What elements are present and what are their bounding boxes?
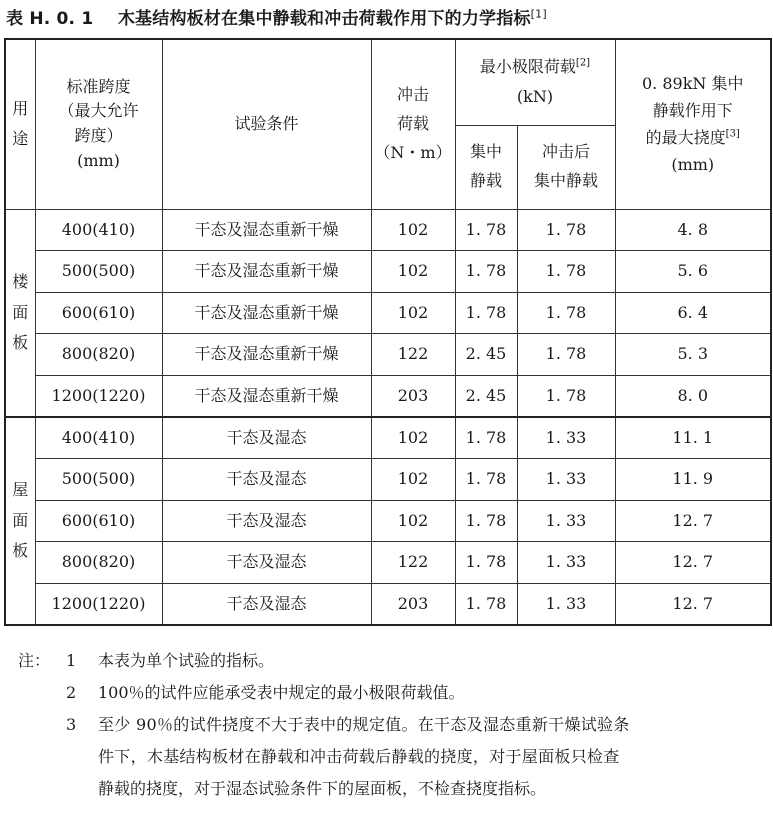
cell-deflection: 11. 1 xyxy=(615,417,771,459)
cell-use xyxy=(5,417,35,625)
note-text: 100％的试件应能承受表中规定的最小极限荷载值。 xyxy=(98,683,465,702)
cell-condition: 干态及湿态 xyxy=(162,417,371,459)
cell-condition: 干态及湿态重新干燥 xyxy=(162,209,371,251)
header-span-line2: （最大允许 xyxy=(58,101,139,121)
cell-span: 800(820) xyxy=(35,334,162,376)
cell-use-char: 楼 xyxy=(12,272,29,292)
cell-post-impact-load: 1. 33 xyxy=(517,459,615,501)
header-span-line1: 标准跨度 xyxy=(66,76,131,96)
header-impact xyxy=(371,39,455,209)
cell-static-load: 1. 78 xyxy=(455,542,517,584)
cell-deflection: 12. 7 xyxy=(615,583,771,625)
cell-post-impact-load: 1. 78 xyxy=(517,334,615,376)
note-text-line2: 件下，木基结构板材在静载和冲击荷载后静载的挠度，对于屋面板只检查 xyxy=(98,747,620,766)
header-impact-line2: 荷载 xyxy=(396,113,429,133)
table-row xyxy=(5,209,771,251)
header-condition-text: 试验条件 xyxy=(234,114,299,134)
header-span-line4: (mm) xyxy=(77,151,120,171)
cell-span: 1200(1220) xyxy=(35,583,162,625)
cell-span: 400(410) xyxy=(35,209,162,251)
header-deflection xyxy=(615,39,771,209)
note-text-line1: 至少 90％的试件挠度不大于表中的规定值。在干态及湿态重新干燥试验条 xyxy=(98,715,630,734)
cell-span: 800(820) xyxy=(35,542,162,584)
table-row xyxy=(5,417,771,459)
cell-post-impact-load: 1. 78 xyxy=(517,375,615,417)
header-post-impact-line2: 集中静载 xyxy=(533,171,598,190)
cell-static-load: 1. 78 xyxy=(455,251,517,293)
cell-impact: 203 xyxy=(371,375,455,417)
header-min-load-unit: (kN) xyxy=(516,87,554,107)
cell-post-impact-load: 1. 78 xyxy=(517,209,615,251)
header-static xyxy=(455,125,517,209)
header-impact-line1: 冲击 xyxy=(396,85,429,105)
header-min-load xyxy=(455,39,615,125)
header-min-load-line1: 最小极限荷载 xyxy=(479,56,576,76)
table-title xyxy=(6,4,547,29)
cell-deflection: 5. 3 xyxy=(615,334,771,376)
cell-condition: 干态及湿态重新干燥 xyxy=(162,251,371,293)
header-static-line1: 集中 xyxy=(469,142,502,162)
cell-impact: 102 xyxy=(371,500,455,542)
note-item xyxy=(18,709,768,805)
table-row xyxy=(5,500,771,542)
cell-span: 600(610) xyxy=(35,500,162,542)
cell-impact: 203 xyxy=(371,583,455,625)
cell-span: 600(610) xyxy=(35,292,162,334)
header-span xyxy=(35,39,162,209)
header-use xyxy=(5,39,35,209)
cell-condition: 干态及湿态 xyxy=(162,542,371,584)
cell-span: 500(500) xyxy=(35,459,162,501)
cell-condition: 干态及湿态 xyxy=(162,583,371,625)
note-text-line3: 静载的挠度，对于湿态试验条件下的屋面板，不检查挠度指标。 xyxy=(98,779,547,798)
table-row xyxy=(5,334,771,376)
header-post-impact-line1: 冲击后 xyxy=(541,142,590,162)
note-text xyxy=(98,709,768,805)
cell-impact: 102 xyxy=(371,209,455,251)
cell-use-char: 屋 xyxy=(12,480,29,500)
cell-static-load: 1. 78 xyxy=(455,500,517,542)
note-item xyxy=(18,677,768,709)
cell-post-impact-load: 1. 78 xyxy=(517,251,615,293)
table-title-text: 木基结构板材在集中静载和冲击荷载作用下的力学指标 xyxy=(117,9,531,29)
cell-impact: 122 xyxy=(371,542,455,584)
cell-condition: 干态及湿态重新干燥 xyxy=(162,375,371,417)
cell-use xyxy=(5,209,35,417)
header-condition xyxy=(162,39,371,209)
header-impact-line3: （N・m） xyxy=(374,142,452,162)
note-item xyxy=(18,645,768,677)
note-number: 1 xyxy=(66,651,77,670)
note-number: 2 xyxy=(66,683,77,702)
table-row xyxy=(5,251,771,293)
note-text: 本表为单个试验的指标。 xyxy=(98,651,275,670)
cell-static-load: 1. 78 xyxy=(455,417,517,459)
cell-condition: 干态及湿态 xyxy=(162,459,371,501)
header-deflection-unit: (mm) xyxy=(671,155,715,175)
table-body xyxy=(5,209,771,625)
header-post-impact xyxy=(517,125,615,209)
cell-condition: 干态及湿态 xyxy=(162,500,371,542)
cell-static-load: 2. 45 xyxy=(455,334,517,376)
cell-static-load: 1. 78 xyxy=(455,583,517,625)
table-row xyxy=(5,375,771,417)
cell-span: 1200(1220) xyxy=(35,375,162,417)
table-row xyxy=(5,542,771,584)
cell-impact: 102 xyxy=(371,292,455,334)
cell-deflection: 5. 6 xyxy=(615,251,771,293)
header-deflection-ref: [3] xyxy=(725,128,740,140)
cell-post-impact-load: 1. 33 xyxy=(517,583,615,625)
cell-span: 500(500) xyxy=(35,251,162,293)
header-deflection-line1: 0. 89kN 集中 xyxy=(642,73,744,93)
notes-label: 注： xyxy=(18,651,51,670)
cell-static-load: 1. 78 xyxy=(455,292,517,334)
cell-post-impact-load: 1. 33 xyxy=(517,417,615,459)
header-use-text: 用途 xyxy=(12,98,29,149)
cell-span: 400(410) xyxy=(35,417,162,459)
cell-static-load: 1. 78 xyxy=(455,459,517,501)
table-row xyxy=(5,583,771,625)
cell-post-impact-load: 1. 33 xyxy=(517,542,615,584)
cell-deflection: 12. 7 xyxy=(615,500,771,542)
cell-use-char: 面 xyxy=(12,510,29,530)
cell-impact: 102 xyxy=(371,459,455,501)
header-static-line2: 静载 xyxy=(469,171,502,190)
cell-deflection: 6. 4 xyxy=(615,292,771,334)
cell-impact: 122 xyxy=(371,334,455,376)
notes-section xyxy=(18,645,768,805)
table-number: 表 H. 0. 1 xyxy=(6,9,94,29)
cell-static-load: 1. 78 xyxy=(455,209,517,251)
cell-deflection: 12. 7 xyxy=(615,542,771,584)
cell-impact: 102 xyxy=(371,251,455,293)
header-deflection-line3: 的最大挠度 xyxy=(645,128,726,148)
cell-use-char: 板 xyxy=(12,541,29,561)
header-deflection-line2: 静载作用下 xyxy=(652,101,733,121)
title-footnote-ref: [1] xyxy=(530,7,547,21)
header-span-line3: 跨度） xyxy=(74,126,123,146)
cell-post-impact-load: 1. 33 xyxy=(517,500,615,542)
header-min-load-ref: [2] xyxy=(575,57,591,69)
cell-impact: 102 xyxy=(371,417,455,459)
table-row xyxy=(5,292,771,334)
cell-deflection: 11. 9 xyxy=(615,459,771,501)
cell-use-char: 面 xyxy=(12,302,29,322)
note-number: 3 xyxy=(66,715,77,734)
mechanical-index-table xyxy=(4,38,772,626)
table-row xyxy=(5,459,771,501)
cell-post-impact-load: 1. 78 xyxy=(517,292,615,334)
cell-deflection: 4. 8 xyxy=(615,209,771,251)
cell-static-load: 2. 45 xyxy=(455,375,517,417)
cell-condition: 干态及湿态重新干燥 xyxy=(162,292,371,334)
cell-deflection: 8. 0 xyxy=(615,375,771,417)
cell-use-char: 板 xyxy=(12,332,29,352)
cell-condition: 干态及湿态重新干燥 xyxy=(162,334,371,376)
